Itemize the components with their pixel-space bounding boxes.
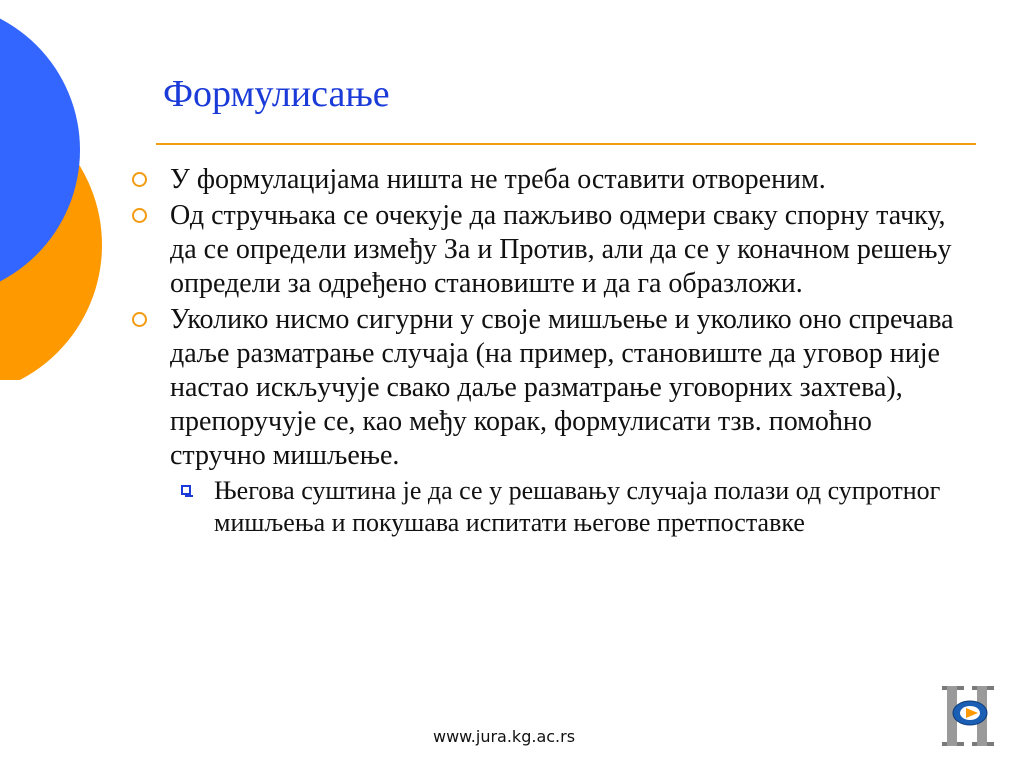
slide-title: Формулисање <box>163 73 390 115</box>
bullet-item <box>130 199 970 301</box>
bullet-text: Од стручњака се очекује да пажљиво одмери сваку спорну тачку, да се определи између За и Против, али да се у коначном решењу определи за одређено становиште и да га образложи. <box>170 200 952 299</box>
hollow-circle-icon <box>132 208 147 223</box>
corner-decoration <box>0 0 110 380</box>
bullet-item <box>130 163 970 197</box>
sub-bullet-text: Његова суштина је да се у решавању случаја полази од супротног мишљења и покушава испитати његове претпоставке <box>214 476 941 537</box>
sub-bullet-item <box>130 475 970 539</box>
slide-body <box>130 163 970 539</box>
title-underline <box>156 143 976 145</box>
bullet-item <box>130 303 970 473</box>
hollow-circle-icon <box>132 312 147 327</box>
hollow-circle-icon <box>132 172 147 187</box>
hollow-square-icon <box>181 485 191 495</box>
bullet-text: Уколико нисмо сигурни у своје мишљење и уколико оно спречава даље разматрање случаја (на пример, становиште да уговор није настао искључује свако даље разматрање уговорних захтева), препоручује се, као међу корак, формулисати тзв. помоћно стручно мишљење. <box>170 304 954 471</box>
bullet-text: У формулацијама ништа не треба оставити отвореним. <box>170 164 826 195</box>
faculty-logo-icon <box>936 684 1002 750</box>
footer-url: www.jura.kg.ac.rs <box>433 727 576 746</box>
